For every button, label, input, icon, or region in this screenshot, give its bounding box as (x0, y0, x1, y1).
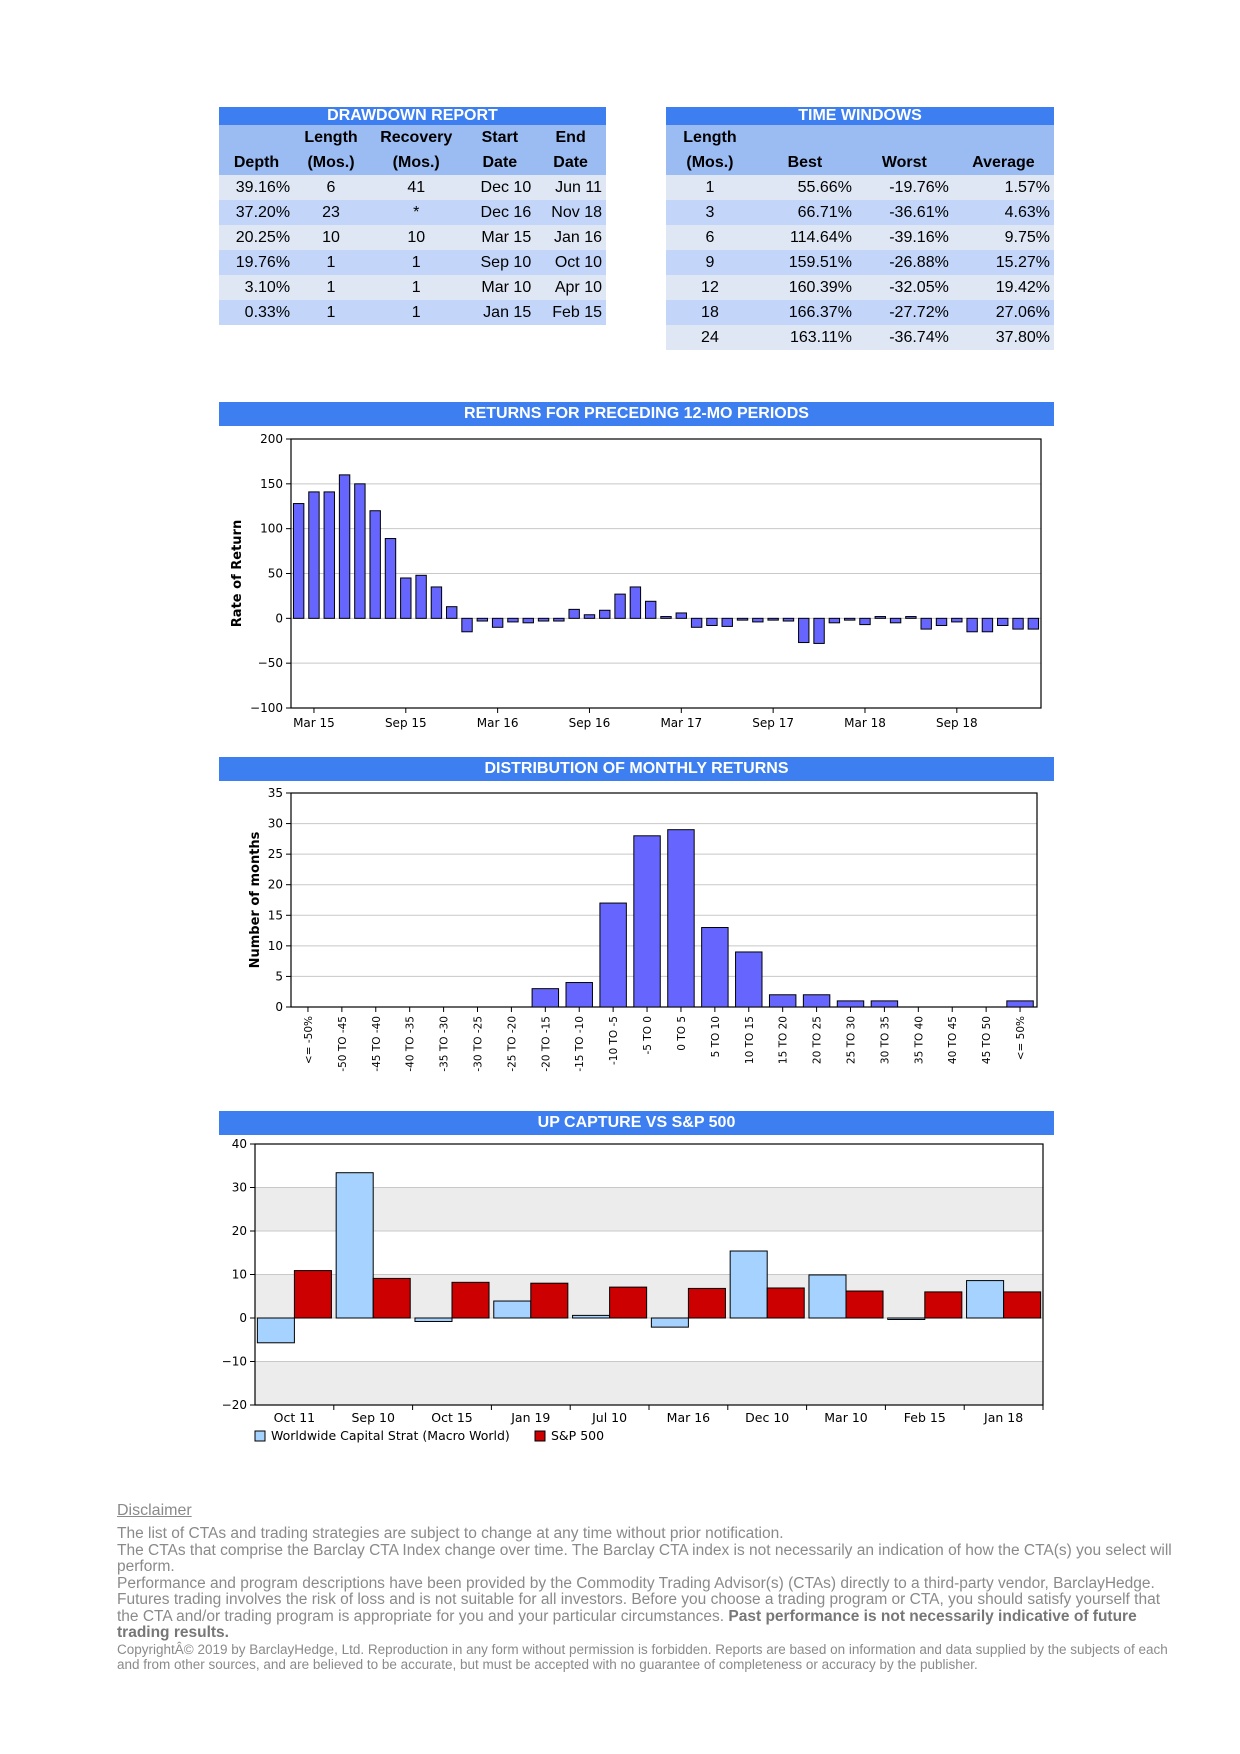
x-tick-label: Mar 17 (660, 716, 703, 730)
bar (645, 601, 655, 618)
table-cell: 12 (701, 278, 719, 296)
table-row (666, 250, 1054, 275)
table-cell: 1 (326, 253, 336, 271)
y-tick-label: −50 (257, 656, 283, 671)
column-header: Length (683, 128, 737, 146)
table-cell: Sep 10 (480, 253, 532, 271)
table-cell: 37.20% (235, 203, 291, 221)
table-cell: 66.71% (797, 203, 852, 221)
table-cell: 1 (326, 303, 336, 321)
bar (1007, 1001, 1033, 1007)
table-row (666, 175, 1054, 200)
bar-sp500 (452, 1282, 489, 1318)
x-tick-label: -40 TO -35 (404, 1016, 417, 1072)
table-cell: 166.37% (788, 303, 852, 321)
returns-12mo-chart (219, 426, 1054, 741)
x-tick-label: Sep 16 (568, 716, 611, 730)
bar (431, 587, 441, 618)
table-cell: 18 (701, 303, 719, 321)
time-windows-title: TIME WINDOWS (666, 107, 1054, 125)
bar (837, 1001, 863, 1007)
table-row (219, 200, 606, 225)
bar-sp500 (767, 1288, 804, 1318)
table-cell: 1 (411, 303, 421, 321)
table-row (219, 275, 606, 300)
bar (668, 830, 694, 1007)
x-tick-label: Dec 10 (745, 1410, 790, 1425)
y-tick-label: −100 (250, 701, 283, 715)
x-tick-label: Sep 17 (752, 716, 794, 730)
x-tick-label: Oct 15 (431, 1410, 473, 1425)
drawdown-report-table (219, 107, 606, 325)
table-cell: 3.10% (244, 278, 291, 296)
bar (1028, 618, 1038, 629)
table-cell: 39.16% (235, 178, 291, 196)
bar (707, 618, 717, 625)
table-cell: 41 (407, 178, 426, 196)
table-cell: 19.76% (235, 253, 291, 271)
disclaimer-bold: Past performance is not necessarily indicative of future trading results. (117, 1607, 1137, 1641)
y-tick-label: −20 (221, 1398, 247, 1412)
bar (967, 618, 977, 631)
bar (324, 492, 334, 618)
monthly-distribution-title: DISTRIBUTION OF MONTHLY RETURNS (219, 757, 1054, 781)
bar (1013, 618, 1023, 629)
column-header: Depth (233, 153, 280, 171)
bar (998, 618, 1008, 625)
disclaimer-line: The CTAs that comprise the Barclay CTA Index change over time. The Barclay CTA index is not necessarily an indication of how the CTA(s) you select will perform. (117, 1541, 1172, 1575)
legend-label: Worldwide Capital Strat (Macro World) (271, 1428, 510, 1443)
x-tick-label: 30 TO 35 (879, 1016, 892, 1065)
column-header: Worst (881, 153, 927, 171)
bar (737, 618, 747, 620)
x-tick-label: 40 TO 45 (947, 1016, 960, 1065)
table-cell: Nov 18 (551, 203, 602, 221)
grid-band (255, 1362, 1043, 1406)
bar (416, 575, 426, 618)
bar (532, 989, 558, 1007)
x-tick-label: -35 TO -30 (438, 1016, 451, 1072)
column-header (856, 125, 953, 150)
disclaimer-line: The list of CTAs and trading strategies are subject to change at any time without prior notification. (117, 1525, 784, 1542)
bar-fund (257, 1318, 294, 1343)
table-row (666, 300, 1054, 325)
x-tick-label: Mar 16 (476, 716, 519, 730)
y-tick-label: 5 (275, 969, 283, 984)
grid-band (255, 1318, 1043, 1362)
bar-fund (967, 1281, 1004, 1318)
table-cell: -32.05% (889, 278, 949, 296)
y-tick-label: 10 (231, 1267, 247, 1282)
bar (875, 617, 885, 619)
bar (952, 618, 962, 622)
table-cell: 37.80% (995, 328, 1050, 346)
table-cell: 19.42% (995, 278, 1050, 296)
column-header: Length (304, 128, 358, 146)
legend-swatch (255, 1431, 265, 1441)
column-header: Recovery (380, 128, 453, 146)
table-cell: 114.64% (789, 228, 852, 246)
table-cell: Jan 16 (553, 228, 602, 246)
x-tick-label: Mar 10 (824, 1410, 868, 1425)
bar (691, 618, 701, 627)
table-cell: 9.75% (1004, 228, 1050, 246)
time-windows-header-row (666, 125, 1054, 150)
x-tick-label: 0 TO 5 (675, 1016, 688, 1051)
time-windows-table (666, 107, 1054, 350)
bar (814, 618, 824, 643)
bar-sp500 (925, 1292, 962, 1318)
table-cell: 55.66% (797, 178, 852, 196)
table-cell: Jan 15 (483, 303, 532, 321)
y-tick-label: 50 (267, 566, 283, 581)
y-tick-label: 30 (231, 1180, 247, 1195)
bar (554, 618, 564, 621)
table-cell: 1.57% (1004, 178, 1050, 196)
bar (508, 618, 518, 622)
column-header (953, 125, 1054, 150)
bar (661, 617, 671, 619)
table-cell: Feb 15 (552, 303, 602, 321)
up-capture-title: UP CAPTURE VS S&P 500 (219, 1111, 1054, 1135)
table-cell: -26.88% (889, 253, 949, 271)
bar-fund (336, 1173, 373, 1318)
legend-swatch (535, 1431, 545, 1441)
y-tick-label: 25 (267, 847, 283, 862)
y-axis-label: Number of months (248, 831, 263, 969)
bar (401, 578, 411, 618)
table-row (219, 250, 606, 275)
x-tick-label: -5 TO 0 (642, 1016, 655, 1055)
x-tick-label: Sep 18 (935, 716, 978, 730)
time-windows-header-row (666, 150, 1054, 175)
bar (676, 613, 686, 618)
bar (769, 995, 795, 1007)
table-cell: 159.51% (788, 253, 852, 271)
column-header: Start (481, 128, 519, 146)
bar (615, 594, 625, 618)
bar (566, 983, 592, 1007)
bar (736, 952, 762, 1007)
y-tick-label: 200 (260, 432, 283, 446)
bar-sp500 (1004, 1292, 1041, 1318)
table-row (666, 225, 1054, 250)
bar (722, 618, 732, 626)
column-header: Date (553, 153, 588, 171)
bar (630, 587, 640, 618)
table-cell: -36.61% (889, 203, 949, 221)
column-header: End (555, 128, 586, 146)
bar (385, 539, 395, 619)
bar (477, 618, 487, 621)
table-cell: -27.72% (889, 303, 949, 321)
table-cell: 15.27% (995, 253, 1050, 271)
x-tick-label: -45 TO -40 (370, 1016, 383, 1072)
legend-label: S&P 500 (551, 1428, 605, 1443)
disclaimer-body (117, 1526, 1177, 1672)
x-tick-label: -20 TO -15 (540, 1016, 553, 1072)
table-cell: 3 (705, 203, 715, 221)
table-cell: -39.16% (889, 228, 949, 246)
table-cell: 1 (411, 253, 421, 271)
table-cell: * (413, 203, 420, 221)
bar-sp500 (846, 1291, 883, 1318)
column-header: (Mos.) (307, 153, 355, 171)
returns-12mo-title: RETURNS FOR PRECEDING 12-MO PERIODS (219, 402, 1054, 426)
x-tick-label: -30 TO -25 (472, 1016, 485, 1072)
bar (600, 903, 626, 1007)
y-tick-label: 35 (267, 786, 283, 800)
table-cell: 6 (705, 228, 715, 246)
x-tick-label: Feb 15 (903, 1410, 946, 1425)
bar (462, 618, 472, 631)
table-cell: 6 (326, 178, 336, 196)
column-header (754, 125, 856, 150)
plot-frame (291, 793, 1037, 1007)
table-row (666, 325, 1054, 350)
table-row (219, 175, 606, 200)
column-header: Date (482, 153, 518, 171)
table-cell: Oct 10 (554, 253, 602, 271)
bar (523, 618, 533, 622)
monthly-distribution-chart (219, 781, 1054, 1096)
bar (569, 609, 579, 618)
x-tick-label: 25 TO 30 (845, 1016, 858, 1065)
x-tick-label: Mar 16 (666, 1410, 711, 1425)
column-header: (Mos.) (392, 153, 440, 171)
y-tick-label: 30 (267, 816, 283, 831)
bar (768, 618, 778, 620)
table-cell: -19.76% (889, 178, 949, 196)
x-tick-label: 35 TO 40 (913, 1016, 926, 1065)
bar (584, 615, 594, 619)
table-cell: 10 (407, 228, 426, 246)
y-tick-label: 150 (260, 476, 283, 491)
y-tick-label: 15 (267, 908, 283, 923)
table-row (219, 225, 606, 250)
table-cell: 23 (322, 203, 340, 221)
x-tick-label: -50 TO -45 (336, 1016, 349, 1072)
bar-fund (809, 1275, 846, 1318)
bar (844, 618, 854, 620)
table-cell: 1 (705, 178, 715, 196)
bar (600, 610, 610, 618)
y-tick-label: 20 (231, 1224, 247, 1238)
bar (799, 618, 809, 642)
table-cell: Jun 11 (555, 178, 602, 196)
table-cell: 9 (705, 253, 715, 271)
x-tick-label: 20 TO 25 (811, 1016, 824, 1065)
x-tick-label: <= -50% (302, 1016, 315, 1065)
table-cell: 0.33% (244, 303, 291, 321)
y-tick-label: 20 (267, 877, 283, 892)
y-tick-label: 100 (260, 521, 283, 536)
table-cell: 1 (411, 278, 421, 296)
column-header: Average (972, 153, 1035, 171)
x-tick-label: Jan 18 (984, 1410, 1024, 1425)
bar (803, 995, 829, 1007)
table-row (219, 300, 606, 325)
table-cell: 24 (701, 328, 719, 346)
drawdown-report-title: DRAWDOWN REPORT (219, 107, 606, 125)
table-cell: 4.63% (1004, 203, 1050, 221)
bar (355, 484, 365, 618)
x-tick-label: 45 TO 50 (981, 1016, 994, 1065)
bar (982, 618, 992, 631)
table-cell: -36.74% (889, 328, 949, 346)
y-tick-label: 40 (231, 1137, 247, 1151)
bar-sp500 (531, 1283, 568, 1318)
x-tick-label: Oct 11 (273, 1410, 316, 1425)
bar (634, 836, 660, 1007)
bar-sp500 (294, 1271, 331, 1318)
bar (890, 618, 900, 622)
x-tick-label: Mar 18 (844, 716, 886, 730)
table-cell: Apr 10 (554, 278, 602, 296)
x-tick-label: 5 TO 10 (709, 1016, 722, 1058)
bar (370, 511, 380, 619)
y-tick-label: 0 (239, 1311, 247, 1325)
table-cell: 1 (326, 278, 336, 296)
table-row (666, 200, 1054, 225)
table-cell: Dec 10 (480, 178, 532, 196)
bar-fund (730, 1251, 767, 1318)
bar (871, 1001, 897, 1007)
bar (936, 618, 946, 625)
table-cell: Mar 10 (481, 278, 532, 296)
drawdown-header-row (219, 125, 606, 150)
column-header (219, 125, 294, 150)
table-cell: Dec 16 (480, 203, 532, 221)
bar-fund (494, 1301, 531, 1318)
y-tick-label: −10 (221, 1354, 247, 1369)
up-capture-chart (219, 1135, 1054, 1455)
x-tick-label: 10 TO 15 (743, 1016, 756, 1065)
x-tick-label: Jan 19 (511, 1410, 551, 1425)
bar (339, 475, 349, 618)
copyright-text: CopyrightÂ© 2019 by BarclayHedge, Ltd. Reproduction in any form without permission is forbidden. Reports are based on information and data supplied by the subjects of each and from other sources, and are believed to be accurate, but must be accepted with no guarantee of completeness or accuracy by the publisher. (117, 1641, 1168, 1672)
disclaimer-text: Performance and program descriptions have been provided by the Commodity Trading Advisor(s) (CTAs) directly to a third-party vendor, BarclayHedge. Futures trading involves the risk of loss and is not suitable for all investors. Before you choose a trading program or CTA, you should satisfy yourself that the CTA and/or trading program is appropriate for you and your particular circumstances. (117, 1574, 1161, 1625)
x-tick-label: Sep 15 (384, 716, 427, 730)
disclaimer-line (117, 1576, 1177, 1642)
table-cell: Mar 15 (481, 228, 532, 246)
bar-fund (888, 1318, 925, 1320)
x-tick-label: 15 TO 20 (777, 1016, 790, 1065)
table-cell: 160.39% (788, 278, 852, 296)
y-tick-label: 10 (267, 938, 283, 953)
x-tick-label: <= 50% (1015, 1016, 1028, 1061)
bar (293, 504, 303, 619)
table-cell: 163.11% (789, 328, 852, 346)
bar (492, 618, 502, 627)
bar (753, 618, 763, 622)
y-tick-label: 0 (275, 611, 283, 626)
column-header: (Mos.) (686, 153, 734, 171)
table-cell: 27.06% (995, 303, 1050, 321)
x-tick-label: Jul 10 (592, 1410, 628, 1425)
bar-sp500 (610, 1287, 647, 1318)
bar-fund (573, 1315, 610, 1318)
y-tick-label: 0 (275, 1000, 283, 1014)
bar (783, 618, 793, 621)
x-tick-label: -15 TO -10 (574, 1016, 587, 1072)
bar (921, 618, 931, 629)
bar (860, 618, 870, 624)
x-tick-label: -25 TO -20 (506, 1016, 519, 1072)
column-header: Best (787, 153, 823, 171)
bar-sp500 (688, 1288, 725, 1318)
disclaimer-heading: Disclaimer (117, 1502, 192, 1519)
x-tick-label: Sep 10 (351, 1410, 395, 1425)
bar (829, 618, 839, 622)
bar (538, 618, 548, 621)
bar-sp500 (373, 1278, 410, 1318)
x-tick-label: -10 TO -5 (608, 1016, 621, 1065)
bar (309, 492, 319, 618)
y-axis-label: Rate of Return (230, 519, 245, 628)
table-cell: 10 (322, 228, 340, 246)
x-tick-label: Mar 15 (293, 716, 335, 730)
bar (702, 928, 728, 1007)
table-row (666, 275, 1054, 300)
bar-fund (651, 1318, 688, 1327)
bar-fund (415, 1318, 452, 1321)
bar (447, 607, 457, 619)
drawdown-header-row (219, 150, 606, 175)
bar (906, 617, 916, 619)
table-cell: 20.25% (235, 228, 291, 246)
